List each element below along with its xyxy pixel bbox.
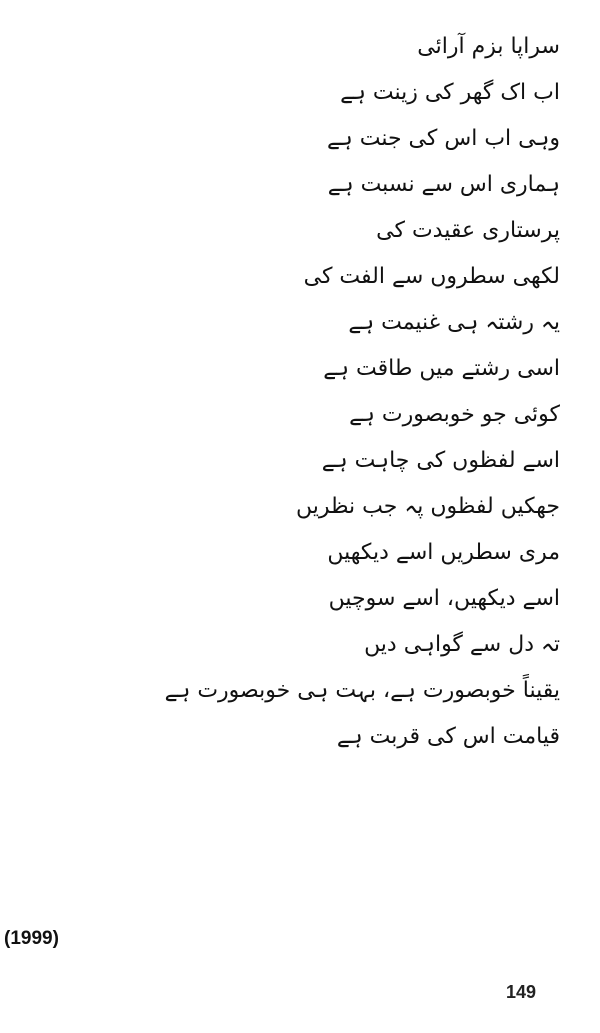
year-label: (1999) — [4, 928, 59, 949]
poem-line: قیامت اس کی قربت ہے — [336, 724, 560, 749]
poem-line: اسے لفظوں کی چاہت ہے — [321, 448, 560, 473]
poem-line: اب اک گھر کی زینت ہے — [340, 80, 560, 105]
poem-line: ہماری اس سے نسبت ہے — [327, 172, 560, 197]
poem-line: یقیناً خوبصورت ہے، بہت ہی خوبصورت ہے — [164, 678, 560, 703]
poem-line: وہی اب اس کی جنت ہے — [326, 126, 560, 151]
poem-line: یہ رشتہ ہی غنیمت ہے — [348, 310, 560, 335]
poem-line: اسے دیکھیں، اسے سوچیں — [328, 586, 560, 611]
poem-line: کوئی جو خوبصورت ہے — [349, 402, 560, 427]
poem-line: پرستاری عقیدت کی — [376, 218, 560, 243]
poem-line: جھکیں لفظوں پہ جب نظریں — [295, 494, 560, 519]
poem-line: سراپا بزم آرائی — [417, 34, 560, 59]
poem-line: مری سطریں اسے دیکھیں — [327, 540, 560, 565]
poem-line: لکھی سطروں سے الفت کی — [303, 264, 560, 289]
poem-line: اسی رشتے میں طاقت ہے — [323, 356, 560, 381]
page-number: 149 — [506, 982, 537, 1002]
poem-line: تہ دل سے گواہی دیں — [364, 632, 560, 657]
poem — [20, 28, 560, 764]
